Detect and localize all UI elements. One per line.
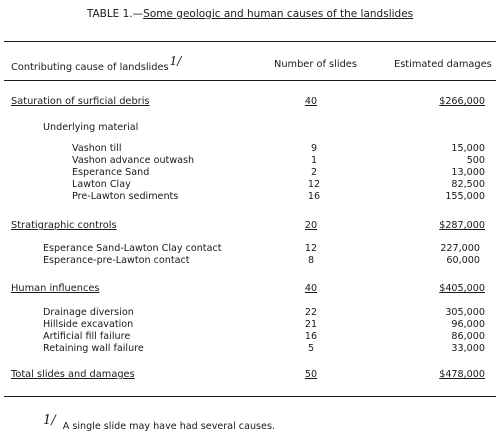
row-name: Esperance-pre-Lawton contact [43, 255, 190, 266]
row-name: Retaining wall failure [43, 343, 144, 354]
row-slides: 1 [310, 155, 318, 166]
section-damages: $266,000 [439, 96, 485, 107]
bottom-rule [4, 396, 496, 397]
row-name: Drainage diversion [43, 307, 134, 318]
row-damages: 82,500 [451, 179, 485, 190]
row-damages: 227,000 [440, 243, 480, 254]
table-number: TABLE 1.— [86, 8, 144, 20]
header-rule [4, 80, 496, 81]
row-damages: 96,000 [451, 319, 485, 330]
row-name: Artificial fill failure [43, 331, 131, 342]
row-slides: 5 [307, 343, 315, 354]
section-label: Stratigraphic controls [11, 220, 117, 231]
total-label: Total slides and damages [11, 369, 135, 380]
row-slides: 21 [304, 319, 318, 330]
section-label: Human influences [11, 283, 100, 294]
row-slides: 12 [307, 179, 321, 190]
row-slides: 16 [304, 331, 318, 342]
header-cause [11, 54, 182, 73]
row-name: Lawton Clay [72, 179, 131, 190]
table-title [0, 8, 500, 20]
total-damages: $478,000 [439, 369, 485, 380]
total-slides: 50 [304, 369, 318, 380]
footnote-text: A single slide may have had several causes. [62, 421, 275, 432]
row-damages: 155,000 [445, 191, 485, 202]
row-name: Hillside excavation [43, 319, 134, 330]
row-damages: 15,000 [451, 143, 485, 154]
row-damages: 33,000 [451, 343, 485, 354]
top-rule [4, 41, 496, 42]
header-damages: Estimated damages [394, 59, 492, 70]
row-slides: 2 [310, 167, 318, 178]
section-slides: 40 [304, 96, 318, 107]
row-name: Pre-Lawton sediments [72, 191, 179, 202]
footnote [43, 413, 275, 433]
table-caption: Some geologic and human causes of the landslides [143, 8, 414, 20]
header-cause-label: Contributing cause of landslides [11, 62, 169, 73]
header-footnote-mark: 1/ [169, 54, 182, 68]
section-damages: $287,000 [439, 220, 485, 231]
row-damages: 86,000 [451, 331, 485, 342]
row-damages: 13,000 [451, 167, 485, 178]
row-name: Esperance Sand [72, 167, 150, 178]
section-label: Saturation of surficial debris [11, 96, 150, 107]
row-slides: 22 [304, 307, 318, 318]
row-damages: 500 [466, 155, 485, 166]
row-damages: 60,000 [446, 255, 480, 266]
row-name: Esperance Sand-Lawton Clay contact [43, 243, 222, 254]
row-slides: 9 [310, 143, 318, 154]
footnote-mark: 1/ [43, 413, 56, 428]
row-name: Vashon till [72, 143, 122, 154]
row-name: Vashon advance outwash [72, 155, 195, 166]
row-damages: 305,000 [445, 307, 485, 318]
section-slides: 20 [304, 220, 318, 231]
header-slides: Number of slides [274, 59, 357, 70]
subheading: Underlying material [43, 122, 139, 133]
row-slides: 12 [304, 243, 318, 254]
section-slides: 40 [304, 283, 318, 294]
section-damages: $405,000 [439, 283, 485, 294]
row-slides: 8 [307, 255, 315, 266]
row-slides: 16 [307, 191, 321, 202]
